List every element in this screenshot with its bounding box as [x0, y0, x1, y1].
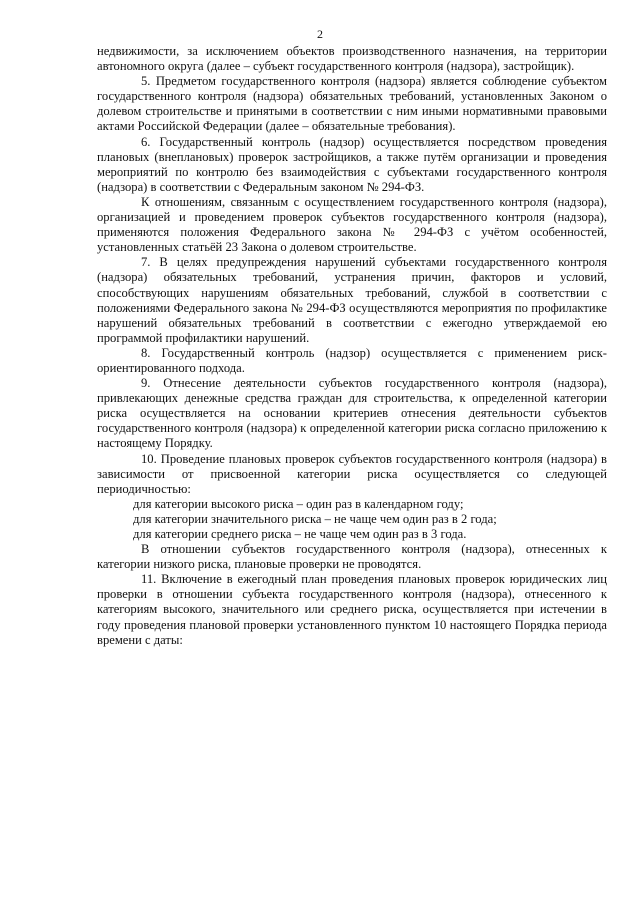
risk-category-medium: для категории среднего риска – не чаще чем один раз в 3 года. [133, 527, 467, 541]
paragraph-10: 10. Проведение плановых проверок субъектов государственного контроля (надзора) в зависимости от присвоенной категории риска осуществляется со следующей периодичностью: [97, 451, 607, 496]
paragraph-7: 7. В целях предупреждения нарушений субъектами государственного контроля (надзора) обязательных требований, устранения причин, факторов и условий, способствующих нарушениям обязательных требований, службой в соответствии с положениями Федерального закона № 294-ФЗ осуществляются мероприятия по профилактике нарушений обязательных требований в соответствии с ежегодно утверждаемой ею программой профилактики нарушений. [97, 255, 607, 345]
paragraph-5: 5. Предметом государственного контроля (надзора) является соблюдение субъектом государственного контроля (надзора) обязательных требований, установленных Законом о долевом строительстве и принятыми в соответствии с ним иными нормативными правовыми актами Российской Федерации (далее – обязательные требования). [97, 74, 607, 134]
paragraph-continuation: недвижимости, за исключением объектов производственного назначения, на территории автономного округа (далее – субъект государственного контроля (надзора), застройщик). [97, 44, 607, 74]
paragraph-8: 8. Государственный контроль (надзор) осуществляется с применением риск-ориентированного подхода. [97, 345, 607, 375]
paragraph-6: 6. Государственный контроль (надзор) осуществляется посредством проведения плановых (внеплановых) проверок застройщиков, а также путём организации и проведения мероприятий по контролю без взаимодействия с субъектами государственного контроля (надзора) в соответствии с Федеральным законом № 294-ФЗ. [97, 134, 607, 194]
paragraph-11: 11. Включение в ежегодный план проведения плановых проверок юридических лиц проверки в отношении субъекта государственного контроля (надзора), отнесенного к категориям высокого, значительного или среднего риска, осуществляется при истечении в году проведения плановой проверки установленного пунктом 10 настоящего Порядка периода времени с даты: [97, 572, 607, 647]
paragraph-9: 9. Отнесение деятельности субъектов государственного контроля (надзора), привлекающих денежные средства граждан для строительства, к определенной категории риска осуществляется на основании критериев отнесения деятельности субъектов государственного контроля (надзора) к определенной категории риска согласно приложению к настоящему Порядку. [97, 376, 607, 451]
risk-category-significant: для категории значительного риска – не чаще чем один раз в 2 года; [133, 511, 497, 526]
page-number: 2 [317, 27, 323, 41]
paragraph-6-relations: К отношениям, связанным с осуществлением государственного контроля (надзора), организацией и проведением проверок субъектов государственного контроля (надзора), применяются положения Федерального закона № 294-ФЗ с учётом особенностей, установленных статьёй 23 Закона о долевом строительстве. [97, 194, 607, 255]
document-body [97, 44, 607, 648]
paragraph-10-low-risk: В отношении субъектов государственного контроля (надзора), отнесенных к категории низкого риска, плановые проверки не проводятся. [97, 542, 607, 572]
risk-category-high: для категории высокого риска – один раз в календарном году; [133, 496, 464, 511]
